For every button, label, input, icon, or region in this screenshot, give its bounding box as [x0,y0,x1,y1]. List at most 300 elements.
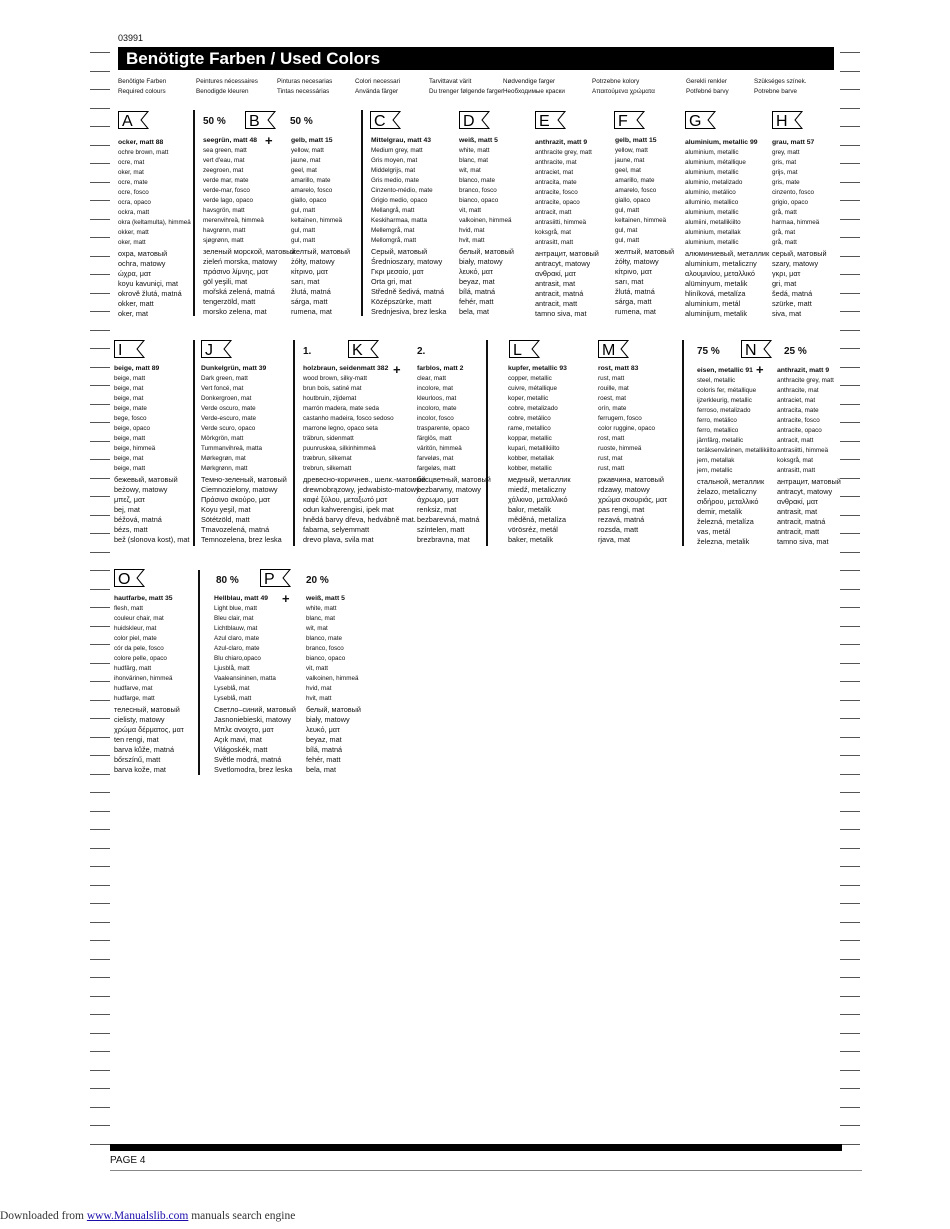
color-translation: železná, metalíza [697,516,754,526]
color-translation: aluminium, metallic [685,169,739,177]
color-translation: χάλκινο, μεταλλικό [508,494,568,504]
flag-M [598,340,634,363]
color-translation: rouille, mat [598,385,629,393]
color-translation: antrasitt, matt [777,467,816,475]
margin-tick [840,700,860,701]
color-translation: antracite, opaco [535,199,580,207]
color-translation: steel, metallic [697,377,736,385]
margin-tick [90,89,110,90]
color-translation: Πράσινο σκούρο, ματ [201,494,271,504]
language-header-line: Använda färger [355,87,399,95]
color-translation: coloris fer, métallique [697,387,757,395]
margin-tick [90,681,110,682]
color-translation: gul, matt [291,237,316,245]
color-translation: kobber, metallic [508,465,552,473]
color-translation: jaune, mat [615,157,645,165]
color-list-A [118,138,191,319]
margin-tick [840,496,860,497]
color-translation: Orta gri, mat [371,276,412,286]
color-translation: beyaz, mat [306,734,342,744]
color-translation: szary, matowy [772,258,819,268]
color-translation: oker, matt [118,239,146,247]
color-translation: Středně šedivá, matná [371,286,445,296]
flag-letter: C [374,113,386,129]
color-translation: Grigio medio, opaco [371,197,428,205]
plus-sign: + [282,591,290,606]
color-translation: żółty, matowy [291,256,335,266]
flag-I [114,340,150,363]
color-translation: πράσινο λίμνης, ματ [203,266,269,276]
color-translation: wood brown, silky-matt [303,375,368,383]
color-translation: beige, mat [114,395,144,403]
margin-tick [90,330,110,331]
color-translation: rezavá, matná [598,514,645,524]
color-translation: Vert foncé, mat [201,385,244,393]
color-translation: aluminium, metallak [685,229,741,237]
color-translation: kobber, metallak [508,455,554,463]
color-flag-icon [201,340,237,358]
color-list-G [685,138,769,319]
color-translation: fargeløs, matt [417,465,456,473]
color-list-F [615,136,674,317]
color-name: seegrün, matt 48 [203,137,258,144]
color-translation: rdzawy, matowy [598,484,650,494]
margin-tick [840,237,860,238]
color-translation: koksgrå, mat [777,457,814,465]
color-translation: barva kůže, matná [114,744,175,754]
margin-tick [840,348,860,349]
color-translation: bege, fosco [114,415,147,423]
color-translation: rjava, mat [598,534,631,544]
color-translation: antracit, matná [777,516,826,526]
margin-ticks-left [90,0,110,1229]
color-translation: λευκό, ματ [459,266,493,276]
color-translation: cobre, metalizado [508,405,558,413]
color-translation: ώχρα, ματ [118,268,152,278]
margin-tick [90,570,110,571]
color-translation: koppar, metallic [508,435,552,443]
color-list-B1 [203,136,295,317]
footer-suffix: manuals search engine [188,1210,296,1222]
color-list-D [459,136,514,317]
margin-tick [90,626,110,627]
color-translation: Mørkegrøn, mat [201,455,246,463]
color-translation: ocre, mate [118,179,148,187]
color-translation: gul, matt [291,207,316,215]
mix-percent-left: 50 % [203,116,226,127]
flag-B [245,111,281,134]
color-translation: amarelo, fosco [291,187,333,195]
color-translation: антрацит, матовый [535,248,599,258]
color-list-N2 [777,366,841,547]
color-flag-icon [370,111,406,129]
color-translation: farveløs, mat [417,455,454,463]
flag-letter: L [513,342,522,358]
download-footer [0,1210,295,1222]
color-translation: beige, mat [114,385,144,393]
color-translation: Mörkgrön, matt [201,435,244,443]
color-translation: beige, mate [114,405,147,413]
color-translation: hudfarge, matt [114,695,155,703]
color-translation: grå, mat [772,229,796,237]
color-translation: barva kože, mat [114,764,166,774]
color-translation: tamno siva, mat [777,536,829,546]
page-number: PAGE 4 [110,1155,146,1166]
color-translation: ferroso, metalizado [697,407,751,415]
color-translation: rame, metallico [508,425,551,433]
margin-tick [90,52,110,53]
margin-tick [840,829,860,830]
color-translation: jern, metallic [697,467,733,475]
color-translation: antracit, matt [535,298,578,308]
flag-C [370,111,406,134]
color-flag-icon [772,111,808,129]
color-translation: ferro, metálico [697,417,737,425]
language-header [429,77,503,96]
color-translation: žlutá, matná [615,286,655,296]
mix-percent-left: 80 % [216,575,239,586]
margin-tick [840,1144,860,1145]
margin-tick [840,977,860,978]
margin-tick [840,256,860,257]
color-translation: hvit, matt [459,237,485,245]
flag-A [118,111,154,134]
flag-G [685,111,721,134]
color-list-M [598,364,667,545]
color-translation: antracit, matt [777,437,814,445]
margin-tick [840,330,860,331]
color-name: farblos, matt 2 [417,365,464,372]
margin-tick [840,1014,860,1015]
color-translation: желтый, матовый [291,246,351,256]
page-title: Benötigte Farben / Used Colors [118,47,834,70]
mix-step-second: 2. [417,346,426,357]
color-translation: rost, matt [598,435,625,443]
flag-letter: K [352,342,363,358]
color-translation: rumena, mat [615,306,656,316]
color-translation: hvid, mat [306,685,332,693]
margin-tick [840,1125,860,1126]
color-translation: bela, mat [306,764,337,774]
color-translation: Medium grey, matt [371,147,423,155]
margin-tick [840,774,860,775]
color-translation: incolor, fosco [417,415,454,423]
color-name: holzbraun, seidenmatt 382 [303,365,389,372]
margin-tick [840,940,860,941]
color-translation: beige, matt [114,375,146,383]
margin-tick [90,996,110,997]
color-translation: houtbruin, zijdemat [303,395,357,403]
color-translation: Темно-зеленый, матовый [201,474,287,484]
margin-tick [840,89,860,90]
color-translation: antrasit, mat [777,506,818,516]
column-divider [682,340,684,546]
color-translation: Açık mavi, mat [214,734,262,744]
color-flag-icon [114,340,150,358]
color-translation: měděná, metalíza [508,514,567,524]
color-name: weiß, matt 5 [459,137,498,144]
color-translation: bianco, opaco [306,655,346,663]
color-translation: bezbarevná, matná [417,514,480,524]
flag-L [509,340,545,363]
margin-tick [840,200,860,201]
color-translation: sarı, mat [615,276,644,286]
flag-letter: E [539,113,550,129]
color-translation: Verde oscuro, mate [201,405,256,413]
color-translation: clear, matt [417,375,447,383]
color-translation: Verde-escuro, mate [201,415,256,423]
color-translation: антрацит, матовый [777,476,841,486]
color-translation: ihonvärinen, himmeä [114,675,173,683]
flag-O [114,569,150,592]
color-translation: färglös, matt [417,435,452,443]
color-translation: rust, matt [598,465,625,473]
margin-tick [840,607,860,608]
color-translation: wit, mat [459,167,481,175]
color-translation: ijzerkleurig, metallic [697,397,752,405]
color-translation: aluminium, metál [685,298,741,308]
flag-letter: H [776,113,788,129]
margin-tick [90,1051,110,1052]
flag-P [260,569,296,592]
color-translation: kleurloos, mat [417,395,457,403]
margin-tick [840,848,860,849]
color-translation: Donkergroen, mat [201,395,252,403]
color-translation: vit, matt [306,665,329,673]
margin-tick [90,1014,110,1015]
color-list-E [535,138,599,319]
color-translation: hvid, mat [459,227,485,235]
color-translation: demir, metalik [697,506,743,516]
margin-tick [90,718,110,719]
color-translation: sjøgrønn, matt [203,237,244,245]
color-translation: white, matt [459,147,490,155]
color-translation: huidskleur, mat [114,625,157,633]
color-translation: hudfärg, matt [114,665,152,673]
color-translation: teräksenvärinen, metallikiilto [697,447,777,455]
color-translation: vit, matt [459,207,482,215]
language-header-line: Tintas necessárias [277,87,330,95]
margin-tick [840,441,860,442]
color-translation: белый, матовый [459,246,514,256]
color-translation: bőrszínű, matt [114,754,161,764]
color-translation: серый, матовый [772,248,827,258]
color-translation: fabarna, selyemmatt [303,524,370,534]
color-translation: marrone legno, opaco seta [303,425,378,433]
color-translation: cinzento, fosco [772,189,815,197]
color-translation: koyu kavuniçi, mat [118,278,179,288]
color-translation: Középszürke, matt [371,296,432,306]
footer-rule [110,1170,862,1171]
language-header-line: Szükséges színek. [754,78,807,85]
color-translation: vörösréz, metál [508,524,558,534]
color-translation: Vaaleansininen, matta [214,675,276,683]
color-translation: antracyt, matowy [535,258,591,268]
color-translation: ochre brown, matt [118,149,169,157]
color-translation: branco, fosco [459,187,497,195]
color-translation: hnědá barvy dřeva, hedvábně mat. [303,514,416,524]
margin-tick [90,903,110,904]
color-translation: ferrugem, fosco [598,415,642,423]
color-translation: ржавчина, матовый [598,474,664,484]
margin-tick [90,311,110,312]
color-name: weiß, matt 5 [306,595,345,602]
color-translation: ochra, matowy [118,258,166,268]
margin-tick [90,441,110,442]
margin-tick [840,681,860,682]
color-translation: αλουμινίου, μεταλλικό [685,268,755,278]
margin-tick [90,293,110,294]
plus-sign: + [393,362,401,377]
color-translation: желтый, матовый [615,246,675,256]
color-translation: anthracite, mat [535,159,577,167]
flag-letter: P [264,571,275,587]
color-list-P1 [214,594,296,775]
color-translation: aluminijum, metalik [685,308,748,318]
margin-tick [90,811,110,812]
color-translation: järnfärg, metallic [697,437,744,445]
color-translation: koper, metallic [508,395,549,403]
color-translation: gul, matt [615,207,640,215]
color-translation: охра, матовый [118,248,168,258]
color-translation: ocre, mat [118,159,145,167]
margin-tick [90,515,110,516]
color-flag-icon [614,111,650,129]
margin-tick [840,182,860,183]
margin-tick [90,145,110,146]
margin-tick [90,866,110,867]
margin-tick [840,1051,860,1052]
color-translation: šedá, matná [772,288,813,298]
margin-tick [90,274,110,275]
flag-letter: B [249,113,260,129]
mix-step-first: 1. [303,346,312,357]
margin-tick [840,515,860,516]
color-translation: rozsda, matt [598,524,639,534]
margin-tick [840,552,860,553]
color-translation: brezbravna, mat [417,534,470,544]
color-name: Mittelgrau, matt 43 [371,137,432,144]
color-translation: бесцветный, матовый [417,474,491,484]
margin-tick [90,348,110,349]
flag-letter: A [122,113,133,129]
margin-tick [840,996,860,997]
color-translation: antrasitt, matt [535,239,574,247]
column-divider [198,570,200,775]
margin-tick [840,922,860,923]
color-translation: grijs, mat [772,169,798,177]
margin-tick [90,459,110,460]
flag-F [614,111,650,134]
color-translation: άχρωμο, ματ [417,494,459,504]
color-translation: antracit, matná [535,288,584,298]
flag-letter: M [602,342,616,358]
color-translation: aluminium, métallique [685,159,746,167]
margin-tick [840,293,860,294]
color-translation: μπεζ, ματ [114,494,146,504]
color-translation: geel, mat [615,167,641,175]
language-header [686,77,729,96]
margin-tick [90,1033,110,1034]
color-translation: sárga, matt [291,296,328,306]
color-translation: Lyseblå, matt [214,695,252,703]
color-translation: rust, matt [598,375,625,383]
color-translation: Světle modrá, matná [214,754,282,764]
color-list-K1 [303,364,426,545]
language-header [277,77,332,96]
color-translation: Srednjesiva, brez leska [371,306,447,316]
color-translation: cobre, metálico [508,415,551,423]
color-translation: oker, mat [118,308,149,318]
margin-tick [840,126,860,127]
color-translation: beige, matt [114,435,146,443]
manualslib-link[interactable]: www.Manualslib.com [86,1210,189,1222]
flag-letter: N [745,342,757,358]
language-header [754,77,807,96]
margin-tick [90,755,110,756]
color-translation: puunruskea, silkinhimmeä [303,445,376,453]
color-translation: geel, mat [291,167,317,175]
color-translation: havgrønn, matt [203,227,246,235]
color-translation: merenvihreä, himmeä [203,217,264,225]
language-header-line: Potrzebne kolory [592,78,640,85]
column-divider [293,340,295,546]
margin-tick [840,1107,860,1108]
flag-letter: G [689,113,702,129]
color-translation: antracite, fosco [535,189,578,197]
margin-tick [840,459,860,460]
color-translation: drewnobrązowy, jedwabisto-matowy [303,484,420,494]
color-name: aluminium, metallic 99 [685,139,758,146]
color-translation: алюминиевый, металлик [685,248,770,258]
color-translation: телесный, матовый [114,704,180,714]
column-divider [361,110,363,316]
color-name: gelb, matt 15 [615,137,657,144]
color-translation: żółty, matowy [615,256,659,266]
plus-sign: + [265,133,273,148]
margin-tick [840,533,860,534]
color-translation: bézs, matt [114,524,148,534]
margin-tick [840,1070,860,1071]
color-list-O [114,594,184,775]
color-list-J [201,364,287,545]
margin-tick [840,219,860,220]
margin-tick [840,311,860,312]
color-translation: jaune, mat [291,157,321,165]
margin-tick [90,108,110,109]
color-list-K2 [417,364,491,545]
color-translation: bílá, matná [459,286,496,296]
color-translation: alumiini, metallikiilto [685,219,741,227]
flag-letter: D [463,113,475,129]
margin-tick [840,163,860,164]
color-translation: Mellomgrå, matt [371,237,417,245]
color-translation: okra (keltamulta), himmeä [118,219,191,227]
color-translation: ten rengi, mat [114,734,159,744]
margin-tick [90,385,110,386]
color-translation: aluminio, metalizado [685,179,743,187]
color-translation: Mellemgrå, mat [371,227,415,235]
color-translation: Light blue, matt [214,605,258,613]
margin-tick [840,718,860,719]
mix-percent-left: 75 % [697,346,720,357]
flag-letter: F [618,113,628,129]
color-name: kupfer, metallic 93 [508,365,567,372]
color-translation: Azul-claro, mate [214,645,260,653]
margin-tick [840,274,860,275]
color-translation: λευκό, ματ [306,724,340,734]
margin-tick [90,922,110,923]
